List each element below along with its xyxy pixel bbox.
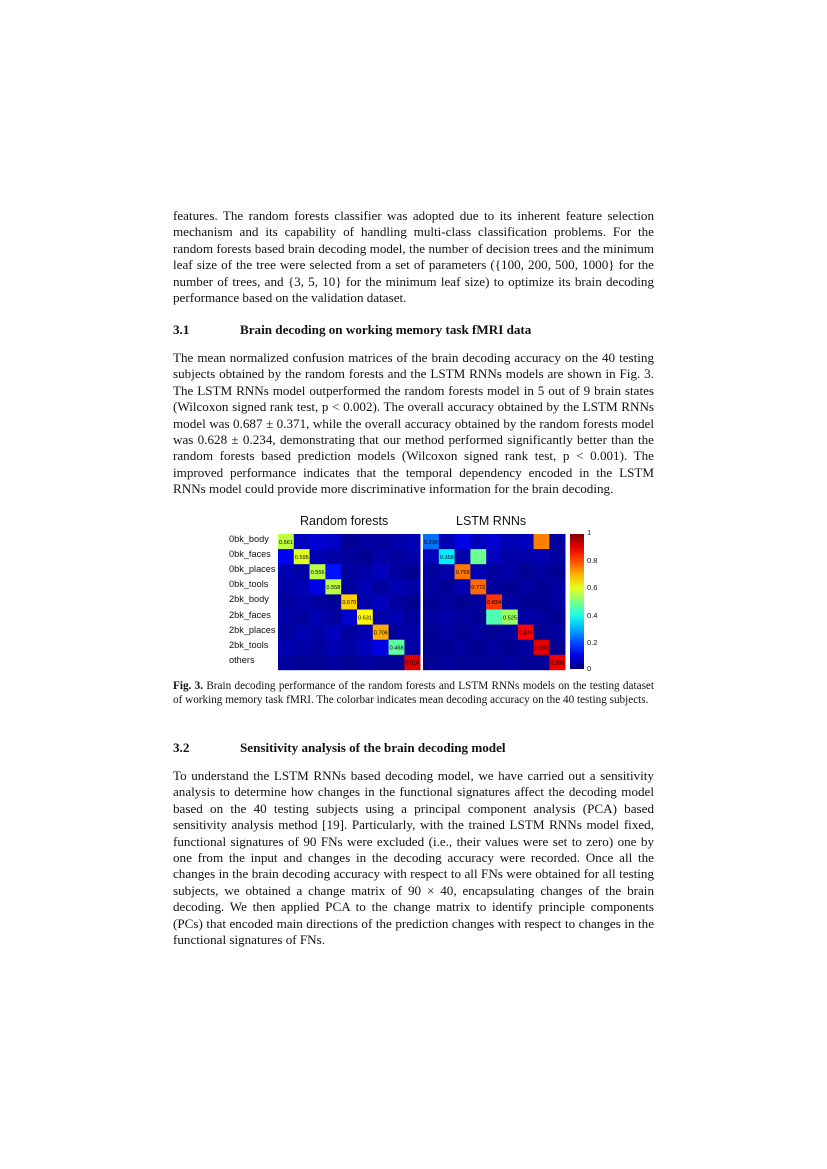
heatmap-cell bbox=[294, 579, 310, 594]
caption-text: Brain decoding performance of the random forests and LSTM RNNs models on the testing dataset of working memory task fMRI. The colorbar indicates mean decoding accuracy on the 40 testing subjects. bbox=[173, 680, 654, 707]
diagonal-value-label: 0.595 bbox=[294, 554, 309, 561]
heatmap-cell bbox=[423, 564, 439, 579]
heatmap-cell bbox=[439, 564, 455, 579]
heatmap-cell bbox=[534, 655, 550, 670]
heatmap-cell bbox=[439, 534, 455, 549]
heatmap-cell bbox=[502, 534, 518, 549]
heatmap-cell bbox=[325, 534, 341, 549]
heatmap-cell bbox=[389, 579, 405, 594]
heatmap-cell bbox=[439, 579, 455, 594]
colorbar-tick: 1 bbox=[587, 528, 592, 537]
heatmap-cell bbox=[439, 625, 455, 640]
heatmap-cell bbox=[325, 640, 341, 655]
intro-block bbox=[173, 208, 654, 306]
heatmap-cell bbox=[423, 594, 439, 609]
intro-paragraph: features. The random forests classifier was adopted due to its inherent feature selection mechanism and its capability of handling multi-class classification problems. For the random forests based brain decoding model, the number of decision trees and the minimum leaf size of the tree were selected from a set of parameters ({100, 200, 500, 1000} for the number of trees, and {3, 5, 10} for the minimum leaf size) to optimize its brain decoding performance based on the validation dataset. bbox=[173, 208, 654, 306]
heatmap-cell bbox=[294, 655, 310, 670]
diagonal-value-label: 0.759 bbox=[455, 570, 470, 576]
heatmap-cell bbox=[549, 640, 565, 655]
heatmap-cell bbox=[357, 534, 373, 549]
heatmap-cell bbox=[357, 549, 373, 564]
heatmap-cell bbox=[502, 640, 518, 655]
heatmap-cell bbox=[310, 534, 326, 549]
heatmap-cell bbox=[455, 625, 471, 640]
heatmap-cell bbox=[534, 564, 550, 579]
heatmap-cell bbox=[439, 610, 455, 625]
heatmap-cell bbox=[486, 549, 502, 564]
heatmap-cell bbox=[549, 610, 565, 625]
heatmap-cell bbox=[486, 655, 502, 670]
heatmap-cell bbox=[404, 579, 420, 594]
heatmap-cell bbox=[373, 594, 389, 609]
heatmap-cell bbox=[439, 594, 455, 609]
heatmap-cell bbox=[549, 625, 565, 640]
heatmap-cell bbox=[439, 640, 455, 655]
row-label: others bbox=[229, 655, 255, 665]
section-3-2-body bbox=[173, 768, 654, 948]
row-label: 2bk_body bbox=[229, 594, 269, 604]
heatmap-cell bbox=[518, 655, 534, 670]
heatmap-cell bbox=[389, 564, 405, 579]
colorbar-tick: 0 bbox=[587, 664, 592, 673]
heatmap-cell bbox=[373, 549, 389, 564]
heatmap-cell bbox=[294, 534, 310, 549]
heatmap-cell bbox=[502, 549, 518, 564]
section-3-1-paragraph: The mean normalized confusion matrices of the brain decoding accuracy on the 40 testing subjects obtained by the random forests and the LSTM RNNs models are shown in Fig. 3. The LSTM RNNs model outperformed the random forests model in 5 out of 9 brain states (Wilcoxon signed rank test, p < 0.002). The overall accuracy obtained by the LSTM RNNs model was 0.687 ± 0.371, while the overall accuracy obtained by the random forests model was 0.628 ± 0.234, demonstrating that our method performed significantly better than the random forests based prediction models (Wilcoxon signed rank test, p < 0.001). The improved performance indicates that the temporal dependency encoded in the LSTM RNNs model could provide more discriminative information for the brain decoding. bbox=[173, 350, 654, 497]
heatmap-cell bbox=[341, 564, 357, 579]
heatmap-cell bbox=[455, 534, 471, 549]
section-3-2-paragraph: To understand the LSTM RNNs based decoding model, we have carried out a sensitivity analysis to determine how changes in the functional signatures affect the decoding model based on the 40 testing subjects using a principal component analysis (PCA) based sensitivity analysis method [19]. Particularly, with the trained LSTM RNNs model fixed, functional signatures of 90 FNs were excluded (i.e., their values were set to zero) one by one from the input and changes in the decoding accuracy were recorded. Once all the changes in the brain decoding accuracy with respect to all FNs were obtained for all testing subjects, we obtained a change matrix of 90 × 40, encapsulating changes of the brain decoding. We then applied PCA to the change matrix to identify principle components (PCs) that encoded main directions of the prediction changes with respect to changes in the functional signatures of FNs. bbox=[173, 768, 654, 948]
heatmap-cell bbox=[502, 594, 518, 609]
diagonal-value-label: 0.901 bbox=[534, 645, 549, 652]
heatmap-cell bbox=[470, 625, 486, 640]
heatmap-cell bbox=[455, 579, 471, 594]
heatmap-cell bbox=[357, 625, 373, 640]
heatmap-cell bbox=[357, 655, 373, 670]
row-label: 2bk_places bbox=[229, 625, 276, 635]
heatmap-cell bbox=[341, 655, 357, 670]
heatmap-cell bbox=[549, 594, 565, 609]
heatmap-cell bbox=[404, 640, 420, 655]
heatmap-cell bbox=[341, 549, 357, 564]
chart-title-lstm-rnns: LSTM RNNs bbox=[456, 514, 527, 528]
diagonal-value-label: 0.558 bbox=[326, 585, 341, 591]
heatmap-cell bbox=[470, 564, 486, 579]
heatmap-cell bbox=[278, 640, 294, 655]
heatmap-cell bbox=[455, 655, 471, 670]
heatmap-cell bbox=[373, 655, 389, 670]
heatmap-cell bbox=[470, 534, 486, 549]
heatmap-cell bbox=[310, 594, 326, 609]
section-title: Brain decoding on working memory task fMRI data bbox=[240, 322, 532, 337]
heatmap-cell bbox=[325, 625, 341, 640]
heatmap-cell bbox=[373, 640, 389, 655]
heatmap-cell bbox=[502, 655, 518, 670]
diagonal-value-label: 0.525 bbox=[503, 615, 517, 622]
diagonal-value-label: 0.556 bbox=[310, 570, 325, 576]
heatmap-cell bbox=[518, 640, 534, 655]
heatmap-cell bbox=[549, 549, 565, 564]
heatmap-cell bbox=[357, 579, 373, 594]
heatmap-cell bbox=[455, 594, 471, 609]
heatmap-cell bbox=[389, 549, 405, 564]
colorbar bbox=[570, 534, 584, 669]
heatmap-cell bbox=[502, 579, 518, 594]
heatmap-cell bbox=[404, 549, 420, 564]
heatmap-cell bbox=[486, 579, 502, 594]
heatmap-cell bbox=[470, 549, 486, 564]
diagonal-value-label: 0.561 bbox=[279, 539, 293, 546]
row-label: 0bk_body bbox=[229, 534, 269, 544]
diagonal-value-label: 0.358 bbox=[439, 554, 454, 561]
heatmap-cell bbox=[534, 579, 550, 594]
heatmap-cell bbox=[278, 579, 294, 594]
figure-caption bbox=[173, 679, 654, 707]
heatmap-cell bbox=[534, 549, 550, 564]
heatmap-cell bbox=[325, 549, 341, 564]
diagonal-value-label: 0.236 bbox=[424, 539, 438, 546]
heatmap-cell bbox=[470, 640, 486, 655]
heatmap-cell bbox=[389, 655, 405, 670]
heatmap-cell bbox=[455, 610, 471, 625]
heatmap-cell bbox=[294, 625, 310, 640]
heatmap-cell bbox=[518, 594, 534, 609]
heatmap-cell bbox=[404, 625, 420, 640]
heatmap-cell bbox=[294, 564, 310, 579]
heatmap-cell bbox=[278, 625, 294, 640]
heatmap-cell bbox=[341, 610, 357, 625]
heatmap-cell bbox=[278, 549, 294, 564]
row-label: 0bk_faces bbox=[229, 549, 271, 559]
section-3-1-body bbox=[173, 350, 654, 498]
heatmap-cell bbox=[470, 594, 486, 609]
heatmap-cell bbox=[310, 579, 326, 594]
heatmap-cell bbox=[423, 640, 439, 655]
colorbar-tick: 0.2 bbox=[587, 638, 598, 647]
heatmap-cell bbox=[518, 610, 534, 625]
heatmap-cell bbox=[404, 610, 420, 625]
figure-3 bbox=[173, 514, 654, 679]
heatmap-cell bbox=[404, 534, 420, 549]
colorbar-tick: 0.6 bbox=[587, 583, 598, 592]
heatmap-cell bbox=[423, 610, 439, 625]
heatmap-cell bbox=[389, 625, 405, 640]
heatmap-cell bbox=[486, 610, 502, 625]
heatmap-cell bbox=[325, 610, 341, 625]
heatmap-cell bbox=[549, 564, 565, 579]
heatmap-cell bbox=[278, 610, 294, 625]
diagonal-value-label: 0.910 bbox=[405, 660, 420, 667]
heatmap-cell bbox=[423, 625, 439, 640]
heatmap-cell bbox=[357, 564, 373, 579]
row-label: 2bk_faces bbox=[229, 610, 271, 620]
section-3-2-heading bbox=[173, 740, 654, 756]
heatmap-cell bbox=[294, 594, 310, 609]
diagonal-value-label: 0.631 bbox=[358, 615, 372, 622]
heatmap-cell bbox=[518, 564, 534, 579]
diagonal-value-label: 0.670 bbox=[342, 600, 357, 607]
heatmap-cell bbox=[404, 564, 420, 579]
heatmap-cell bbox=[502, 564, 518, 579]
heatmap-cell bbox=[534, 610, 550, 625]
diagonal-value-label: 0.706 bbox=[373, 630, 388, 637]
diagonal-value-label: 0.824 bbox=[487, 600, 502, 607]
heatmap-cell bbox=[310, 625, 326, 640]
row-label: 0bk_places bbox=[229, 564, 276, 574]
heatmap-cell bbox=[389, 534, 405, 549]
heatmap-cell bbox=[486, 625, 502, 640]
heatmap-cell bbox=[470, 655, 486, 670]
heatmap-cell bbox=[310, 655, 326, 670]
heatmap-cell bbox=[549, 534, 565, 549]
heatmap-cell bbox=[294, 610, 310, 625]
heatmap-cell bbox=[325, 594, 341, 609]
heatmap-cell bbox=[373, 579, 389, 594]
heatmap-cell bbox=[278, 564, 294, 579]
heatmap-cell bbox=[486, 534, 502, 549]
heatmap-cell bbox=[278, 655, 294, 670]
heatmap-cell bbox=[310, 640, 326, 655]
diagonal-value-label: 0.888 bbox=[550, 660, 565, 667]
section-title: Sensitivity analysis of the brain decoding model bbox=[240, 740, 506, 755]
heatmap-cell bbox=[423, 579, 439, 594]
heatmap-cell bbox=[534, 625, 550, 640]
heatmap-cell bbox=[373, 610, 389, 625]
heatmap-cell bbox=[310, 549, 326, 564]
heatmap-cell bbox=[534, 594, 550, 609]
heatmap-cell bbox=[373, 564, 389, 579]
caption-label: Fig. 3. bbox=[173, 680, 204, 692]
heatmap-cell bbox=[439, 655, 455, 670]
row-label: 0bk_tools bbox=[229, 579, 269, 589]
heatmap-cell bbox=[549, 579, 565, 594]
heatmap-cell bbox=[357, 594, 373, 609]
heatmap-cell bbox=[325, 655, 341, 670]
heatmap-cell bbox=[341, 579, 357, 594]
colorbar-tick: 0.4 bbox=[587, 611, 598, 620]
diagonal-value-label: 0.874 bbox=[518, 630, 533, 637]
heatmap-cell bbox=[341, 534, 357, 549]
heatmap-cell bbox=[278, 594, 294, 609]
diagonal-value-label: 0.468 bbox=[389, 645, 404, 652]
heatmap-cell bbox=[294, 640, 310, 655]
heatmap-cell bbox=[518, 579, 534, 594]
heatmap-cell bbox=[341, 640, 357, 655]
heatmap-cell bbox=[518, 534, 534, 549]
heatmap-cell bbox=[310, 610, 326, 625]
heatmap-cell bbox=[518, 549, 534, 564]
diagonal-value-label: 0.772 bbox=[471, 585, 486, 591]
heatmap-cell bbox=[470, 610, 486, 625]
heatmap-cell bbox=[502, 625, 518, 640]
heatmap-cell bbox=[341, 625, 357, 640]
heatmap-cell bbox=[486, 564, 502, 579]
colorbar-tick: 0.8 bbox=[587, 556, 598, 565]
heatmap-cell bbox=[423, 655, 439, 670]
heatmap-cell bbox=[389, 594, 405, 609]
heatmap-cell bbox=[357, 640, 373, 655]
section-3-1-heading bbox=[173, 322, 654, 338]
heatmap-cell bbox=[534, 534, 550, 549]
confusion-matrices bbox=[173, 514, 654, 679]
heatmap-cell bbox=[404, 594, 420, 609]
chart-title-random-forests: Random forests bbox=[300, 514, 389, 528]
heatmap-cell bbox=[325, 564, 341, 579]
heatmap-cell bbox=[389, 610, 405, 625]
heatmap-cell bbox=[455, 549, 471, 564]
heatmap-cell bbox=[423, 549, 439, 564]
row-label: 2bk_tools bbox=[229, 640, 269, 650]
heatmap-cell bbox=[373, 534, 389, 549]
heatmap-cell bbox=[486, 640, 502, 655]
section-number: 3.2 bbox=[173, 740, 190, 755]
heatmap-cell bbox=[455, 640, 471, 655]
section-number: 3.1 bbox=[173, 322, 190, 337]
